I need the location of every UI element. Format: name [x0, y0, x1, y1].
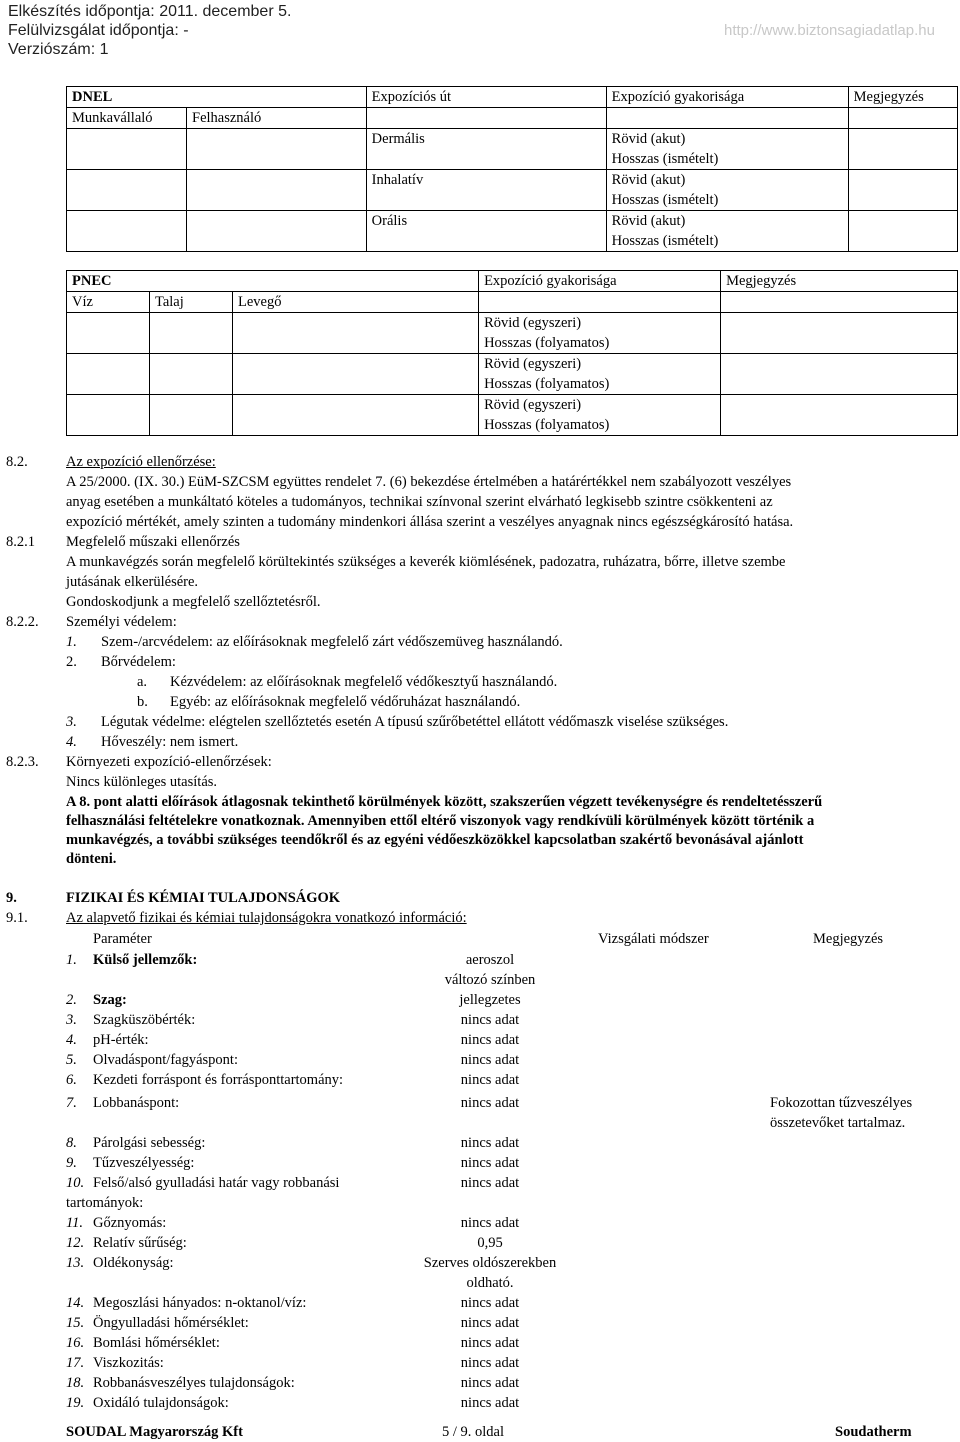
list-item: Hőveszély: nem ismert. [101, 734, 239, 750]
property-value: jellegzetes [459, 992, 521, 1008]
col-param: Paraméter [93, 931, 152, 947]
property-number: 13. [66, 1255, 85, 1271]
property-value: nincs adat [460, 1032, 520, 1048]
dnel-long: Hosszas (ismételt) [611, 233, 719, 249]
dnel-route-oral: Orális [366, 211, 606, 252]
property-value-cont: változó színben [444, 972, 536, 988]
review-date: Felülvizsgálat időpontja: - [8, 22, 189, 39]
property-number: 16. [66, 1335, 85, 1351]
property-value: nincs adat [460, 1355, 520, 1371]
property-number: 15. [66, 1315, 85, 1331]
property-value: nincs adat [460, 1335, 520, 1351]
property-note-cont: összetevőket tartalmaz. [770, 1115, 906, 1131]
footer-page: 5 / 9. oldal [442, 1424, 505, 1440]
property-label: Megoszlási hányados: n-oktanol/víz: [93, 1295, 307, 1311]
property-label: Külső jellemzők: [93, 952, 198, 968]
footer-product: Soudatherm [835, 1424, 912, 1440]
pnec-long: Hosszas (folyamatos) [484, 376, 610, 392]
property-number: 3. [66, 1012, 77, 1028]
property-number: 5. [66, 1052, 77, 1068]
col-method: Vizsgálati módszer [598, 931, 709, 947]
property-label: Párolgási sebesség: [93, 1135, 206, 1151]
pnec-table [66, 270, 958, 436]
property-label: Oxidáló tulajdonságok: [93, 1395, 229, 1411]
pnec-col-note: Megjegyzés [721, 271, 958, 292]
property-value: Szerves oldószerekben [423, 1255, 557, 1271]
version-number: Verziószám: 1 [8, 41, 109, 58]
s821-line: jutásának elkerülésére. [66, 574, 199, 590]
list-number: 3. [66, 714, 77, 730]
section-9-title: FIZIKAI ÉS KÉMIAI TULAJDONSÁGOK [66, 890, 341, 906]
property-value-cont: oldható. [466, 1275, 514, 1291]
pnec-short: Rövid (egyszeri) [484, 397, 582, 413]
property-number: 4. [66, 1032, 77, 1048]
list-number: 1. [66, 634, 77, 650]
property-label: Gőznyomás: [93, 1215, 167, 1231]
property-value: 0,95 [477, 1235, 503, 1251]
property-note: Fokozottan tűzveszélyes [770, 1095, 913, 1111]
property-label: Lobbanáspont: [93, 1095, 180, 1111]
pnec-short: Rövid (egyszeri) [484, 356, 582, 372]
property-label: Szag: [93, 992, 127, 1008]
list-number: 2. [66, 654, 77, 670]
property-label: Tűzveszélyesség: [93, 1155, 195, 1171]
dnel-short: Rövid (akut) [611, 131, 686, 147]
property-value: nincs adat [460, 1375, 520, 1391]
property-label: Felső/alsó gyulladási határ vagy robbanási [93, 1175, 340, 1191]
list-item: Egyéb: az előírásoknak megfelelő védőruházat használandó. [170, 694, 521, 710]
property-number: 10. [66, 1175, 85, 1191]
section-8-2-2-title: Személyi védelem: [66, 614, 177, 630]
property-label: Oldékonyság: [93, 1255, 174, 1271]
section-8-2-2-number: 8.2.2. [6, 614, 39, 630]
property-label: Kezdeti forráspont és forrásponttartomány: [93, 1072, 344, 1088]
s82-line: A 25/2000. (IX. 30.) EüM-SZCSM együttes rendelet 7. (6) bekezdése értelmében a határértékkel nem szabályozott veszélyes [66, 474, 792, 490]
dnel-user: Felhasználó [187, 108, 367, 129]
section-9-1-title: Az alapvető fizikai és kémiai tulajdonságokra vonatkozó információ: [66, 910, 467, 926]
s82-line: anyag esetében a munkáltató köteles a tudományos, technikai színvonal szerint elvárható legkisebb szintre csökkenteni az [66, 494, 773, 510]
created-date: Elkészítés időpontja: 2011. december 5. [8, 3, 292, 20]
section-8-2-number: 8.2. [6, 454, 28, 470]
property-number: 12. [66, 1235, 85, 1251]
s82-line: expozíció mértékét, amely szinten a tudomány mindenkori állása szerint a veszélyes anyagnak nincs egészségkárosító hatása. [66, 514, 794, 530]
list-number: b. [137, 694, 148, 710]
property-number: 11. [66, 1215, 84, 1231]
property-label: Relatív sűrűség: [93, 1235, 187, 1251]
dnel-route-dermal: Dermális [366, 129, 606, 170]
property-value: nincs adat [460, 1072, 520, 1088]
s823-bold-line: munkavégzés, a további szükséges teendőkről és az egyéni védőeszközökkel kapcsolatban szakértő bevonásával ajánlott [66, 832, 804, 848]
pnec-air: Levegő [233, 292, 479, 313]
property-number: 6. [66, 1072, 77, 1088]
section-8-2-3-number: 8.2.3. [6, 754, 39, 770]
list-number: 4. [66, 734, 77, 750]
website-link[interactable]: http://www.biztonsagiadatlap.hu [724, 22, 935, 39]
property-label: Olvadáspont/fagyáspont: [93, 1052, 238, 1068]
property-value: nincs adat [460, 1315, 520, 1331]
section-9-number: 9. [6, 890, 17, 906]
section-8-2-3-title: Környezeti expozíció-ellenőrzések: [66, 754, 272, 770]
property-label-cont: tartományok: [66, 1195, 144, 1211]
dnel-short: Rövid (akut) [611, 213, 686, 229]
section-9-1-number: 9.1. [6, 910, 28, 926]
list-item: Légutak védelme: elégtelen szellőztetés esetén A típusú szűrőbetéttel ellátott védőmaszk viselése szükséges. [101, 714, 729, 730]
dnel-short: Rövid (akut) [611, 172, 686, 188]
property-value: nincs adat [460, 1052, 520, 1068]
dnel-long: Hosszas (ismételt) [611, 151, 719, 167]
property-value: nincs adat [460, 1155, 520, 1171]
property-value: nincs adat [460, 1215, 520, 1231]
property-number: 19. [66, 1395, 85, 1411]
property-number: 7. [66, 1095, 77, 1111]
property-label: pH-érték: [93, 1032, 149, 1048]
s821-line: Gondoskodjunk a megfelelő szellőztetésről. [66, 594, 321, 610]
section-8-2-title: Az expozíció ellenőrzése: [66, 454, 216, 470]
dnel-col-freq: Expozíció gyakorisága [606, 87, 848, 108]
footer-company: SOUDAL Magyarország Kft [66, 1424, 243, 1440]
property-label: Bomlási hőmérséklet: [93, 1335, 220, 1351]
dnel-col-note: Megjegyzés [848, 87, 957, 108]
property-value: nincs adat [460, 1395, 520, 1411]
list-item: Kézvédelem: az előírásoknak megfelelő védőkesztyű használandó. [170, 674, 558, 690]
property-value: aeroszol [465, 952, 515, 968]
property-label: Szagküszöbérték: [93, 1012, 196, 1028]
pnec-short: Rövid (egyszeri) [484, 315, 582, 331]
dnel-worker: Munkavállaló [67, 108, 187, 129]
dnel-freq-cell [606, 129, 848, 170]
list-number: a. [137, 674, 148, 690]
section-8-2-1-title: Megfelelő műszaki ellenőrzés [66, 534, 240, 550]
property-value: nincs adat [460, 1295, 520, 1311]
dnel-freq-cell [606, 211, 848, 252]
property-number: 14. [66, 1295, 85, 1311]
property-number: 8. [66, 1135, 77, 1151]
s823-bold-line: A 8. pont alatti előírások átlagosnak tekinthető körülmények között, szakszerűen végzett tevékenységre és rendeltetésszerű [66, 794, 823, 810]
s823-bold-line: dönteni. [66, 851, 117, 867]
s823-bold-line: felhasználási feltételekre vonatkoznak. Amennyiben ettől eltérő viszonyok vagy rendkívüli körülmények között történik a [66, 813, 815, 829]
property-label: Viszkozitás: [93, 1355, 164, 1371]
property-number: 17. [66, 1355, 85, 1371]
dnel-long: Hosszas (ismételt) [611, 192, 719, 208]
property-value: nincs adat [460, 1175, 520, 1191]
pnec-soil: Talaj [150, 292, 233, 313]
s823-line: Nincs különleges utasítás. [66, 774, 218, 790]
dnel-title: DNEL [67, 87, 367, 108]
list-item: Szem-/arcvédelem: az előírásoknak megfelelő zárt védőszemüveg használandó. [101, 634, 563, 650]
pnec-long: Hosszas (folyamatos) [484, 335, 610, 351]
property-label: Robbanásveszélyes tulajdonságok: [93, 1375, 295, 1391]
list-item: Bőrvédelem: [101, 654, 176, 670]
pnec-col-freq: Expozíció gyakorisága [479, 271, 721, 292]
pnec-long: Hosszas (folyamatos) [484, 417, 610, 433]
property-value: nincs adat [460, 1012, 520, 1028]
property-number: 2. [66, 992, 77, 1008]
dnel-col-route: Expozíciós út [366, 87, 606, 108]
s821-line: A munkavégzés során megfelelő körültekintés szükséges a keverék kiömlésének, padozatra, ruházatra, bőrre, illetve szembe [66, 554, 786, 570]
property-number: 9. [66, 1155, 77, 1171]
property-value: nincs adat [460, 1135, 520, 1151]
property-label: Öngyulladási hőmérséklet: [93, 1315, 249, 1331]
pnec-title: PNEC [67, 271, 479, 292]
col-note: Megjegyzés [813, 931, 884, 947]
dnel-table [66, 86, 958, 252]
dnel-route-inhal: Inhalatív [366, 170, 606, 211]
dnel-freq-cell [606, 170, 848, 211]
pnec-water: Víz [67, 292, 150, 313]
property-number: 18. [66, 1375, 85, 1391]
section-8-2-1-number: 8.2.1 [6, 534, 35, 550]
property-number: 1. [66, 952, 77, 968]
property-value: nincs adat [460, 1095, 520, 1111]
